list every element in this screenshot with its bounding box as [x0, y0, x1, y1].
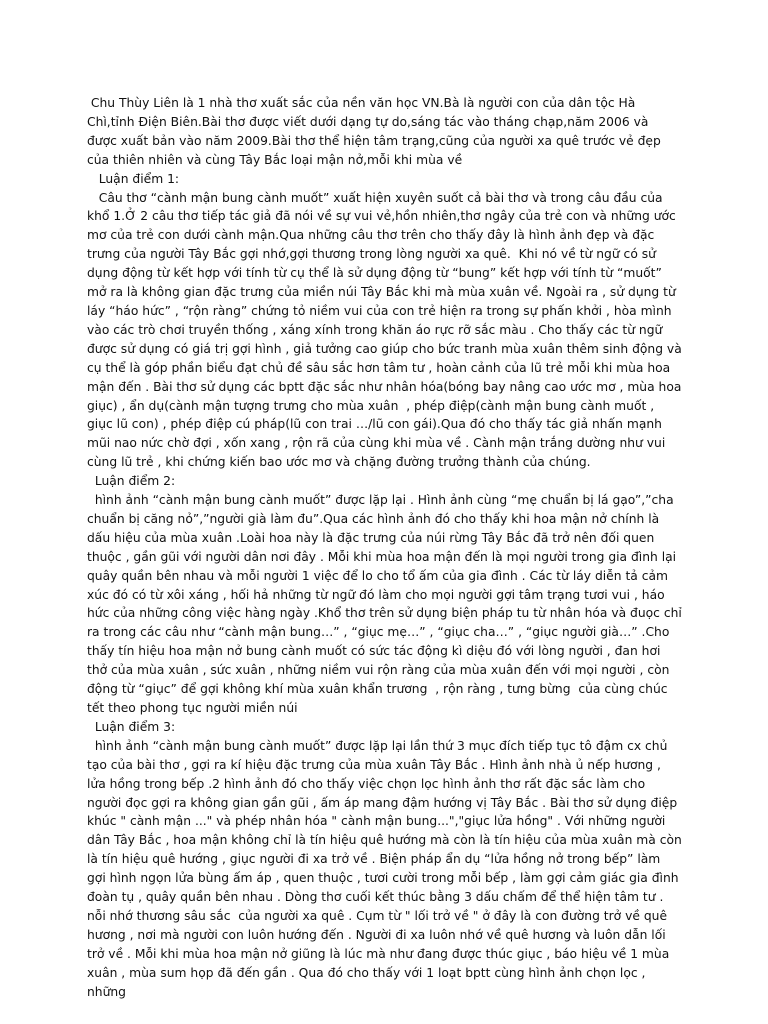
section-body-3: hình ảnh “cành mận bung cành muốt” được lặp lại lần thứ 3 mục đích tiếp tục tô đậm cx chủ tạo của bài thơ , gợi ra kí hiệu đặc trưng của mùa xuân Tây Bắc . Hình ảnh nhà ủ nếp hương , lửa hồng trong bếp .2 hình ảnh đó cho thấy việc chọn lọc hình ảnh thơ rất đặc sắc làm cho người đọc gợi ra không gian gần gũi , ấm áp mang đậm hướng vị Tây Bắc . Bài thơ sử dụng điệp khúc " cành mận ..." và phép nhân hóa " cành mận bung...","giục lửa hồng" . Với những người dân Tây Bắc , hoa mận không chỉ là tín hiệu quê hướng mà còn là tín hiệu của mùa xuân mà còn là tín hiệu quê hướng , giục người đi xa trở về . Biện pháp ẩn dụ “lửa hồng nở trong bếp” làm gợi hình ngọn lửa bùng ấm áp , quen thuộc , tươi cười trong mỗi bếp , làm gợi cảm giác gia đình đoàn tụ , quây quần bên nhau . Dòng thơ cuối kết thúc bằng 3 dấu chấm để thể hiện tâm tư . nỗi nhớ thương sâu sắc của người xa quê . Cụm từ " lối trở về " ở đây là con đường trở về quê hương , nơi mà người con luôn hướng đến . Người đi xa luôn nhớ về quê hương và luôn dẫn lối trở về . Mỗi khi mùa hoa mận nở giũng là lúc mà như đang được thúc giục , báo hiệu về 1 mùa xuân , mùa sum họp đã đến gần . Qua đó cho thấy với 1 loạt bptt cùng hình ảnh chọn lọc , những	[87, 738, 686, 999]
intro-paragraph: Chu Thùy Liên là 1 nhà thơ xuất sắc của nền văn học VN.Bà là người con của dân tộc Hà Chì,tỉnh Điện Biên.Bài thơ được viết dưới dạng tự do,sáng tác vào tháng chạp,năm 2006 và được xuất bản vào năm 2009.Bài thơ thể hiện tâm trạng,cũng của người xa quê trước vẻ đẹp của thiên nhiên và cùng Tây Bắc loại mận nở,mỗi khi mùa về	[87, 96, 665, 167]
section-heading-2: Luận điểm 2:	[87, 474, 176, 489]
section-heading-1: Luận điểm 1:	[87, 171, 180, 186]
section-body-1: Câu thơ “cành mận bung cành muốt” xuất hiện xuyên suốt cả bài thơ và trong câu đầu của khổ 1.Ở 2 câu thơ tiếp tác giả đã nói về sự vui vẻ,hồn nhiên,thơ ngây của trẻ con và những ước mơ của trẻ con dưới cành mận.Qua những câu thơ trên cho thấy đây là hình ảnh đẹp và đặc trưng của người Tây Bắc gợi nhớ,gợi thương trong lòng người xa quê. Khi nó về từ ngữ có sử dụng động từ kết hợp với tính từ cụ thể là sử dụng động từ “bung” kết hợp với tính từ “muốt” mở ra là không gian đặc trưng của miền núi Tây Bắc khi mà mùa xuân về. Ngoài ra , sử dụng từ láy “háo hức” , “rộn ràng” chứng tỏ niềm vui của con trẻ hiện ra trong sự phấn khởi , hòa mình vào các trò chơi truyền thống , xáng xính trong khăn áo rực rỡ sắc màu . Cho thấy các từ ngữ được sử dụng có giá trị gợi hình , giả tưởng cao giúp cho bức tranh mùa xuân thêm sinh động và cụ thể là góp phần biểu đạt chủ đề sâu sắc hơn tâm tư , hoàn cảnh của lũ trẻ mỗi khi mùa hoa mận đến . Bài thơ sử dụng các bptt đặc sắc như nhân hóa(bóng bay nâng cao ước mơ , mùa hoa giục) , ẩn dụ(cành mận tượng trưng cho mùa xuân , phép điệp(cành mận bung cành muốt , giục lũ con) , phép điệp cú pháp(lũ con trai …/lũ con gái).Qua đó cho thấy tác giả nhấn mạnh mũi nao nức chờ đợi , xốn xang , rộn rã của cùng khi mùa về . Cành mận trắng dường như vui cùng lũ trẻ , khi chứng kiến bao ước mơ và chặng đường trưởng thành của chúng.	[87, 190, 686, 470]
section-body-2: hình ảnh “cành mận bung cành muốt” được lặp lại . Hình ảnh cùng “mẹ chuẩn bị lá gạo”,”cha chuẩn bị căng nỏ”,”người già làm đu”.Qua các hình ảnh đó cho thấy khi hoa mận nở chính là dấu hiệu của mùa xuân .Loài hoa này là đặc trưng của núi rừng Tây Bắc đã trở nên đối quen thuộc , gần gũi với người dân nơi đây . Mỗi khi mùa hoa mận đến là mọi người trong gia đình lại quây quần bên nhau và mỗi người 1 việc để lo cho tổ ấm của gia đình . Các từ láy diễn tả cảm xúc đó có từ xôi xáng , hối hả những từ ngữ đó làm cho mọi người gợi tâm trạng tươi vui , háo hức của những công việc hàng ngày .Khổ thơ trên sử dụng biện pháp tu từ nhân hóa và đuọc chỉ ra trong các câu như “cành mận bung…” , “giục mẹ…” , “giục cha…” , “giục người già…” .Cho thấy tín hiệu hoa mận nở bung cành muốt có sức tác động kì diệu đó với lòng người , đan hơi thở của mùa xuân , sức xuân , những niềm vui rộn ràng của mùa xuân đến với mọi người , còn động từ “giục” để gợi không khí mùa xuân khẩn trương , rộn ràng , tưng bừng của cùng chúc tết theo phong tục người miền núi	[87, 493, 686, 715]
section-heading-3: Luận điểm 3:	[87, 719, 176, 734]
